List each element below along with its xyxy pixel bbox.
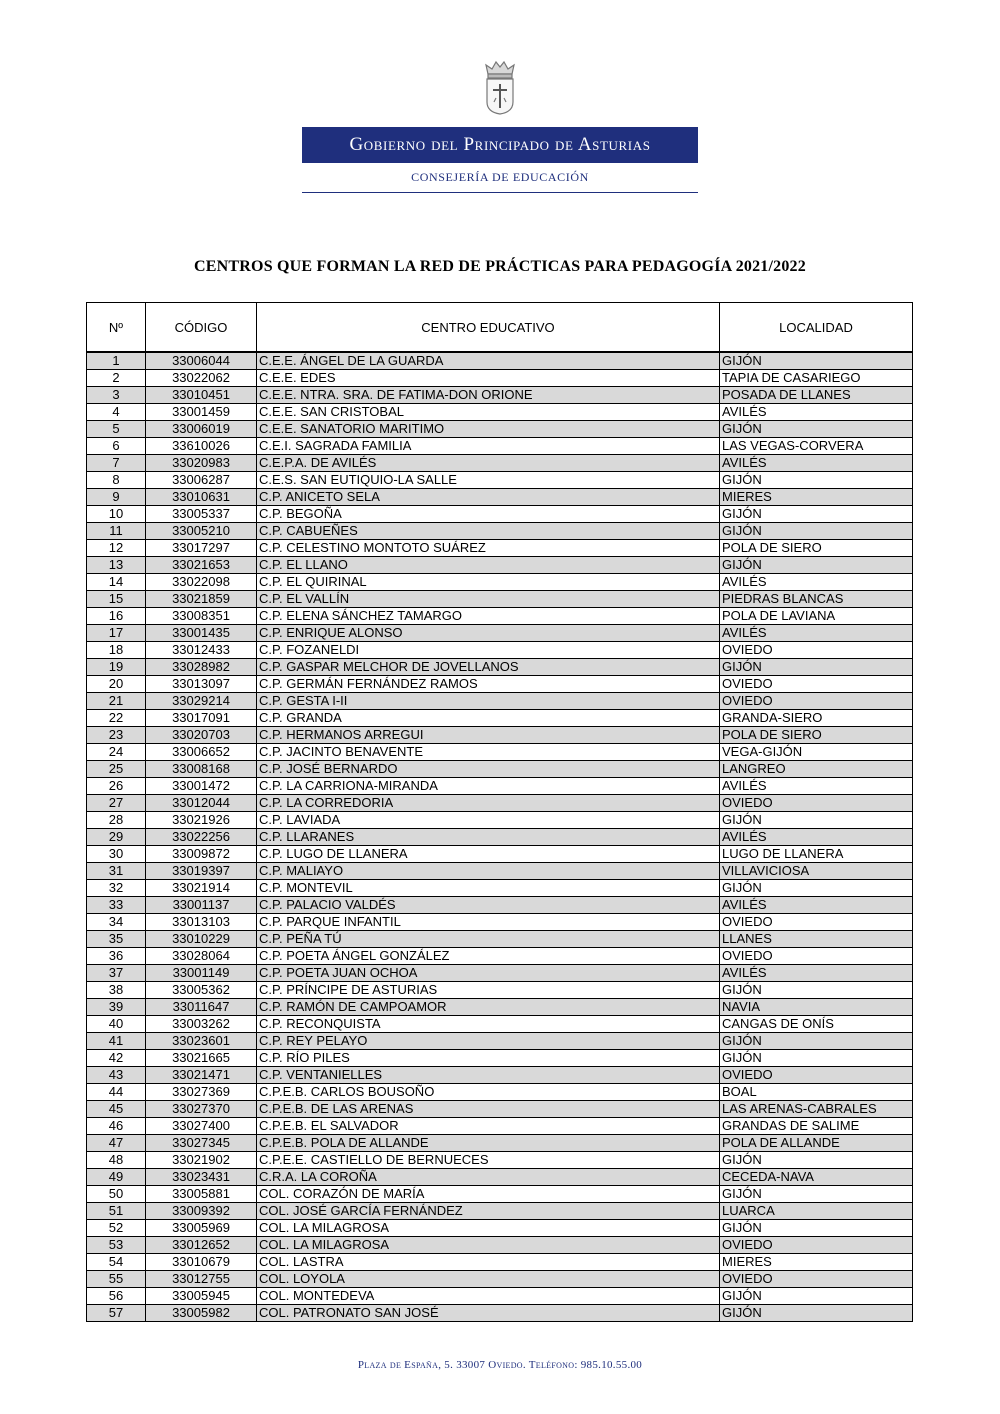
row-number: 16 <box>87 608 146 625</box>
center-locality: GIJÓN <box>720 352 913 370</box>
row-number: 51 <box>87 1203 146 1220</box>
row-number: 34 <box>87 914 146 931</box>
table-row <box>87 1152 913 1169</box>
table-row <box>87 880 913 897</box>
row-number: 21 <box>87 693 146 710</box>
row-number: 33 <box>87 897 146 914</box>
center-code: 33027370 <box>146 1101 257 1118</box>
row-number: 10 <box>87 506 146 523</box>
center-code: 33005969 <box>146 1220 257 1237</box>
coat-of-arms-icon <box>479 58 521 116</box>
center-code: 33020703 <box>146 727 257 744</box>
center-locality: GIJÓN <box>720 523 913 540</box>
table-row <box>87 625 913 642</box>
center-name: COL. PATRONATO SAN JOSÉ <box>257 1305 720 1322</box>
center-locality: POLA DE SIERO <box>720 727 913 744</box>
table-row <box>87 659 913 676</box>
row-number: 25 <box>87 761 146 778</box>
table-row <box>87 982 913 999</box>
center-name: C.P.E.E. CASTIELLO DE BERNUECES <box>257 1152 720 1169</box>
center-name: C.P. MALIAYO <box>257 863 720 880</box>
table-row <box>87 999 913 1016</box>
center-code: 33010631 <box>146 489 257 506</box>
table-row <box>87 1305 913 1322</box>
row-number: 57 <box>87 1305 146 1322</box>
center-code: 33019397 <box>146 863 257 880</box>
row-number: 49 <box>87 1169 146 1186</box>
row-number: 32 <box>87 880 146 897</box>
center-name: C.P. CELESTINO MONTOTO SUÁREZ <box>257 540 720 557</box>
center-code: 33001137 <box>146 897 257 914</box>
center-name: C.E.E. SAN CRISTOBAL <box>257 404 720 421</box>
center-locality: OVIEDO <box>720 1237 913 1254</box>
table-row <box>87 1186 913 1203</box>
center-locality: CANGAS DE ONÍS <box>720 1016 913 1033</box>
center-locality: GRANDA-SIERO <box>720 710 913 727</box>
center-name: C.P. EL LLANO <box>257 557 720 574</box>
center-locality: AVILÉS <box>720 897 913 914</box>
center-name: COL. LOYOLA <box>257 1271 720 1288</box>
center-locality: AVILÉS <box>720 778 913 795</box>
center-name: C.P. PARQUE INFANTIL <box>257 914 720 931</box>
row-number: 43 <box>87 1067 146 1084</box>
center-name: COL. JOSÉ GARCÍA FERNÁNDEZ <box>257 1203 720 1220</box>
center-name: C.E.E. EDES <box>257 370 720 387</box>
row-number: 23 <box>87 727 146 744</box>
center-code: 33020983 <box>146 455 257 472</box>
row-number: 39 <box>87 999 146 1016</box>
table-row <box>87 438 913 455</box>
table-row <box>87 1220 913 1237</box>
center-locality: OVIEDO <box>720 1271 913 1288</box>
center-locality: AVILÉS <box>720 829 913 846</box>
center-code: 33009872 <box>146 846 257 863</box>
row-number: 29 <box>87 829 146 846</box>
table-row <box>87 778 913 795</box>
column-header-center: CENTRO EDUCATIVO <box>257 303 720 353</box>
center-name: C.E.E. NTRA. SRA. DE FATIMA-DON ORIONE <box>257 387 720 404</box>
center-name: C.P.E.B. EL SALVADOR <box>257 1118 720 1135</box>
center-locality: OVIEDO <box>720 693 913 710</box>
center-name: C.P. RÍO PILES <box>257 1050 720 1067</box>
table-row <box>87 829 913 846</box>
center-name: C.P. REY PELAYO <box>257 1033 720 1050</box>
center-locality: BOAL <box>720 1084 913 1101</box>
center-code: 33003262 <box>146 1016 257 1033</box>
center-name: C.P. GESTA I-II <box>257 693 720 710</box>
center-locality: PIEDRAS BLANCAS <box>720 591 913 608</box>
table-row <box>87 540 913 557</box>
center-name: C.P. LA CORREDORIA <box>257 795 720 812</box>
center-locality: OVIEDO <box>720 642 913 659</box>
center-locality: OVIEDO <box>720 1067 913 1084</box>
center-name: C.E.E. SANATORIO MARITIMO <box>257 421 720 438</box>
table-row <box>87 1203 913 1220</box>
column-header-code: CÓDIGO <box>146 303 257 353</box>
row-number: 7 <box>87 455 146 472</box>
center-name: C.E.E. ÁNGEL DE LA GUARDA <box>257 352 720 370</box>
center-code: 33012652 <box>146 1237 257 1254</box>
center-locality: POSADA DE LLANES <box>720 387 913 404</box>
table-row <box>87 744 913 761</box>
table-row <box>87 863 913 880</box>
row-number: 54 <box>87 1254 146 1271</box>
page-title: CENTROS QUE FORMAN LA RED DE PRÁCTICAS PARA PEDAGOGÍA 2021/2022 <box>194 258 806 275</box>
center-code: 33021902 <box>146 1152 257 1169</box>
center-code: 33021471 <box>146 1067 257 1084</box>
row-number: 53 <box>87 1237 146 1254</box>
center-locality: CECEDA-NAVA <box>720 1169 913 1186</box>
center-locality: GRANDAS DE SALIME <box>720 1118 913 1135</box>
center-name: C.P. HERMANOS ARREGUI <box>257 727 720 744</box>
center-name: COL. LASTRA <box>257 1254 720 1271</box>
center-locality: LANGREO <box>720 761 913 778</box>
table-row <box>87 931 913 948</box>
center-locality: GIJÓN <box>720 472 913 489</box>
center-code: 33013103 <box>146 914 257 931</box>
center-locality: GIJÓN <box>720 659 913 676</box>
table-row <box>87 795 913 812</box>
row-number: 44 <box>87 1084 146 1101</box>
row-number: 48 <box>87 1152 146 1169</box>
center-locality: GIJÓN <box>720 1050 913 1067</box>
table-row <box>87 404 913 421</box>
center-code: 33005362 <box>146 982 257 999</box>
center-code: 33012433 <box>146 642 257 659</box>
center-locality: GIJÓN <box>720 880 913 897</box>
center-locality: AVILÉS <box>720 965 913 982</box>
center-code: 33006287 <box>146 472 257 489</box>
table-row <box>87 1118 913 1135</box>
center-name: C.P. BEGOÑA <box>257 506 720 523</box>
center-locality: GIJÓN <box>720 1220 913 1237</box>
table-row <box>87 676 913 693</box>
row-number: 12 <box>87 540 146 557</box>
center-locality: GIJÓN <box>720 1152 913 1169</box>
center-locality: OVIEDO <box>720 948 913 965</box>
row-number: 2 <box>87 370 146 387</box>
center-locality: AVILÉS <box>720 404 913 421</box>
center-locality: GIJÓN <box>720 1305 913 1322</box>
row-number: 27 <box>87 795 146 812</box>
table-row <box>87 387 913 404</box>
column-header-locality: LOCALIDAD <box>720 303 913 353</box>
center-code: 33001149 <box>146 965 257 982</box>
center-code: 33021914 <box>146 880 257 897</box>
table-row <box>87 489 913 506</box>
center-locality: AVILÉS <box>720 625 913 642</box>
center-name: C.P. PRÍNCIPE DE ASTURIAS <box>257 982 720 999</box>
row-number: 9 <box>87 489 146 506</box>
row-number: 13 <box>87 557 146 574</box>
center-code: 33005210 <box>146 523 257 540</box>
centers-table <box>86 302 913 1322</box>
row-number: 42 <box>87 1050 146 1067</box>
center-name: C.P. POETA ÁNGEL GONZÁLEZ <box>257 948 720 965</box>
center-code: 33010451 <box>146 387 257 404</box>
center-name: C.P.E.B. CARLOS BOUSOÑO <box>257 1084 720 1101</box>
center-name: C.P.E.B. DE LAS ARENAS <box>257 1101 720 1118</box>
center-name: C.P. JACINTO BENAVENTE <box>257 744 720 761</box>
row-number: 35 <box>87 931 146 948</box>
row-number: 5 <box>87 421 146 438</box>
center-locality: GIJÓN <box>720 421 913 438</box>
center-code: 33005982 <box>146 1305 257 1322</box>
center-name: COL. LA MILAGROSA <box>257 1220 720 1237</box>
row-number: 55 <box>87 1271 146 1288</box>
center-name: C.P. CABUEÑES <box>257 523 720 540</box>
table-row <box>87 761 913 778</box>
table-row <box>87 1288 913 1305</box>
center-locality: AVILÉS <box>720 455 913 472</box>
center-locality: GIJÓN <box>720 812 913 829</box>
center-locality: LUGO DE LLANERA <box>720 846 913 863</box>
table-row <box>87 591 913 608</box>
center-name: C.P. EL VALLÍN <box>257 591 720 608</box>
center-locality: POLA DE LAVIANA <box>720 608 913 625</box>
center-locality: VILLAVICIOSA <box>720 863 913 880</box>
table-row <box>87 421 913 438</box>
row-number: 24 <box>87 744 146 761</box>
center-name: C.P. LUGO DE LLANERA <box>257 846 720 863</box>
center-locality: TAPIA DE CASARIEGO <box>720 370 913 387</box>
row-number: 40 <box>87 1016 146 1033</box>
center-name: C.E.I. SAGRADA FAMILIA <box>257 438 720 455</box>
row-number: 15 <box>87 591 146 608</box>
center-locality: LLANES <box>720 931 913 948</box>
table-row <box>87 948 913 965</box>
table-row <box>87 557 913 574</box>
center-name: C.P. GASPAR MELCHOR DE JOVELLANOS <box>257 659 720 676</box>
center-code: 33022256 <box>146 829 257 846</box>
center-name: C.P. EL QUIRINAL <box>257 574 720 591</box>
center-code: 33023601 <box>146 1033 257 1050</box>
center-name: C.P. PALACIO VALDÉS <box>257 897 720 914</box>
center-code: 33610026 <box>146 438 257 455</box>
center-code: 33006019 <box>146 421 257 438</box>
table-row <box>87 1033 913 1050</box>
row-number: 22 <box>87 710 146 727</box>
row-number: 36 <box>87 948 146 965</box>
table-row <box>87 1135 913 1152</box>
center-locality: LAS VEGAS-CORVERA <box>720 438 913 455</box>
center-name: C.P. ANICETO SELA <box>257 489 720 506</box>
government-banner: Gobierno del Principado de Asturias <box>302 127 698 163</box>
table-row <box>87 1101 913 1118</box>
center-name: C.P. MONTEVIL <box>257 880 720 897</box>
center-locality: VEGA-GIJÓN <box>720 744 913 761</box>
row-number: 11 <box>87 523 146 540</box>
column-header-number: Nº <box>87 303 146 353</box>
table-row <box>87 1050 913 1067</box>
center-code: 33022098 <box>146 574 257 591</box>
center-locality: GIJÓN <box>720 1288 913 1305</box>
table-row <box>87 455 913 472</box>
center-code: 33010679 <box>146 1254 257 1271</box>
center-name: C.P. JOSÉ BERNARDO <box>257 761 720 778</box>
center-name: C.P. LLARANES <box>257 829 720 846</box>
center-locality: LUARCA <box>720 1203 913 1220</box>
center-code: 33021859 <box>146 591 257 608</box>
table-row <box>87 1016 913 1033</box>
table-row <box>87 1254 913 1271</box>
row-number: 17 <box>87 625 146 642</box>
table-row <box>87 727 913 744</box>
center-code: 33008168 <box>146 761 257 778</box>
row-number: 4 <box>87 404 146 421</box>
row-number: 18 <box>87 642 146 659</box>
center-name: C.P. RAMÓN DE CAMPOAMOR <box>257 999 720 1016</box>
center-name: C.E.S. SAN EUTIQUIO-LA SALLE <box>257 472 720 489</box>
table-row <box>87 352 913 370</box>
row-number: 47 <box>87 1135 146 1152</box>
table-row <box>87 897 913 914</box>
center-locality: GIJÓN <box>720 557 913 574</box>
center-locality: POLA DE SIERO <box>720 540 913 557</box>
center-name: COL. MONTEDEVA <box>257 1288 720 1305</box>
center-code: 33021665 <box>146 1050 257 1067</box>
center-name: C.E.P.A. DE AVILÉS <box>257 455 720 472</box>
center-code: 33001435 <box>146 625 257 642</box>
table-row <box>87 472 913 489</box>
table-row <box>87 914 913 931</box>
row-number: 26 <box>87 778 146 795</box>
center-name: C.P. ENRIQUE ALONSO <box>257 625 720 642</box>
center-name: C.P. PEÑA TÚ <box>257 931 720 948</box>
center-code: 33009392 <box>146 1203 257 1220</box>
center-locality: GIJÓN <box>720 982 913 999</box>
table-header-row <box>87 303 913 353</box>
table-row <box>87 370 913 387</box>
row-number: 37 <box>87 965 146 982</box>
table-row <box>87 846 913 863</box>
center-code: 33027369 <box>146 1084 257 1101</box>
table-body <box>87 352 913 1322</box>
table-row <box>87 693 913 710</box>
row-number: 38 <box>87 982 146 999</box>
table-row <box>87 1271 913 1288</box>
center-name: COL. CORAZÓN DE MARÍA <box>257 1186 720 1203</box>
row-number: 46 <box>87 1118 146 1135</box>
row-number: 31 <box>87 863 146 880</box>
center-locality: POLA DE ALLANDE <box>720 1135 913 1152</box>
header-divider <box>302 192 698 193</box>
table-row <box>87 1169 913 1186</box>
center-code: 33029214 <box>146 693 257 710</box>
center-code: 33017091 <box>146 710 257 727</box>
center-code: 33013097 <box>146 676 257 693</box>
table-row <box>87 642 913 659</box>
row-number: 19 <box>87 659 146 676</box>
center-name: C.P. POETA JUAN OCHOA <box>257 965 720 982</box>
row-number: 1 <box>87 352 146 370</box>
center-name: C.R.A. LA COROÑA <box>257 1169 720 1186</box>
center-locality: AVILÉS <box>720 574 913 591</box>
center-locality: OVIEDO <box>720 795 913 812</box>
center-code: 33011647 <box>146 999 257 1016</box>
table-row <box>87 1237 913 1254</box>
center-code: 33006044 <box>146 352 257 370</box>
center-code: 33022062 <box>146 370 257 387</box>
row-number: 30 <box>87 846 146 863</box>
table-row <box>87 523 913 540</box>
center-name: C.P. RECONQUISTA <box>257 1016 720 1033</box>
center-name: C.P. GRANDA <box>257 710 720 727</box>
table-row <box>87 608 913 625</box>
row-number: 14 <box>87 574 146 591</box>
department-name: CONSEJERÍA DE EDUCACIÓN <box>411 170 589 184</box>
center-code: 33021926 <box>146 812 257 829</box>
row-number: 20 <box>87 676 146 693</box>
center-locality: OVIEDO <box>720 914 913 931</box>
center-code: 33005881 <box>146 1186 257 1203</box>
center-code: 33008351 <box>146 608 257 625</box>
row-number: 3 <box>87 387 146 404</box>
center-name: C.P. LAVIADA <box>257 812 720 829</box>
center-code: 33017297 <box>146 540 257 557</box>
center-name: C.P. ELENA SÁNCHEZ TAMARGO <box>257 608 720 625</box>
center-code: 33012044 <box>146 795 257 812</box>
center-name: C.P.E.B. POLA DE ALLANDE <box>257 1135 720 1152</box>
center-code: 33028982 <box>146 659 257 676</box>
center-code: 33028064 <box>146 948 257 965</box>
center-code: 33021653 <box>146 557 257 574</box>
table-row <box>87 506 913 523</box>
center-code: 33023431 <box>146 1169 257 1186</box>
center-code: 33027345 <box>146 1135 257 1152</box>
center-locality: MIERES <box>720 1254 913 1271</box>
center-locality: OVIEDO <box>720 676 913 693</box>
table-row <box>87 965 913 982</box>
center-code: 33001459 <box>146 404 257 421</box>
row-number: 56 <box>87 1288 146 1305</box>
row-number: 41 <box>87 1033 146 1050</box>
center-name: COL. LA MILAGROSA <box>257 1237 720 1254</box>
center-name: C.P. VENTANIELLES <box>257 1067 720 1084</box>
center-code: 33005945 <box>146 1288 257 1305</box>
row-number: 45 <box>87 1101 146 1118</box>
center-code: 33012755 <box>146 1271 257 1288</box>
center-locality: LAS ARENAS-CABRALES <box>720 1101 913 1118</box>
center-locality: NAVIA <box>720 999 913 1016</box>
row-number: 28 <box>87 812 146 829</box>
center-code: 33001472 <box>146 778 257 795</box>
center-name: C.P. GERMÁN FERNÁNDEZ RAMOS <box>257 676 720 693</box>
center-name: C.P. FOZANELDI <box>257 642 720 659</box>
table-row <box>87 1084 913 1101</box>
center-name: C.P. LA CARRIONA-MIRANDA <box>257 778 720 795</box>
row-number: 8 <box>87 472 146 489</box>
center-code: 33005337 <box>146 506 257 523</box>
center-locality: GIJÓN <box>720 506 913 523</box>
center-locality: MIERES <box>720 489 913 506</box>
table-row <box>87 1067 913 1084</box>
row-number: 6 <box>87 438 146 455</box>
table-row <box>87 710 913 727</box>
center-code: 33006652 <box>146 744 257 761</box>
center-code: 33027400 <box>146 1118 257 1135</box>
row-number: 52 <box>87 1220 146 1237</box>
table-row <box>87 812 913 829</box>
row-number: 50 <box>87 1186 146 1203</box>
footer-address: Plaza de España, 5. 33007 Oviedo. Teléfono: 985.10.55.00 <box>357 1359 643 1371</box>
center-locality: GIJÓN <box>720 1033 913 1050</box>
center-code: 33010229 <box>146 931 257 948</box>
center-locality: GIJÓN <box>720 1186 913 1203</box>
table-row <box>87 574 913 591</box>
